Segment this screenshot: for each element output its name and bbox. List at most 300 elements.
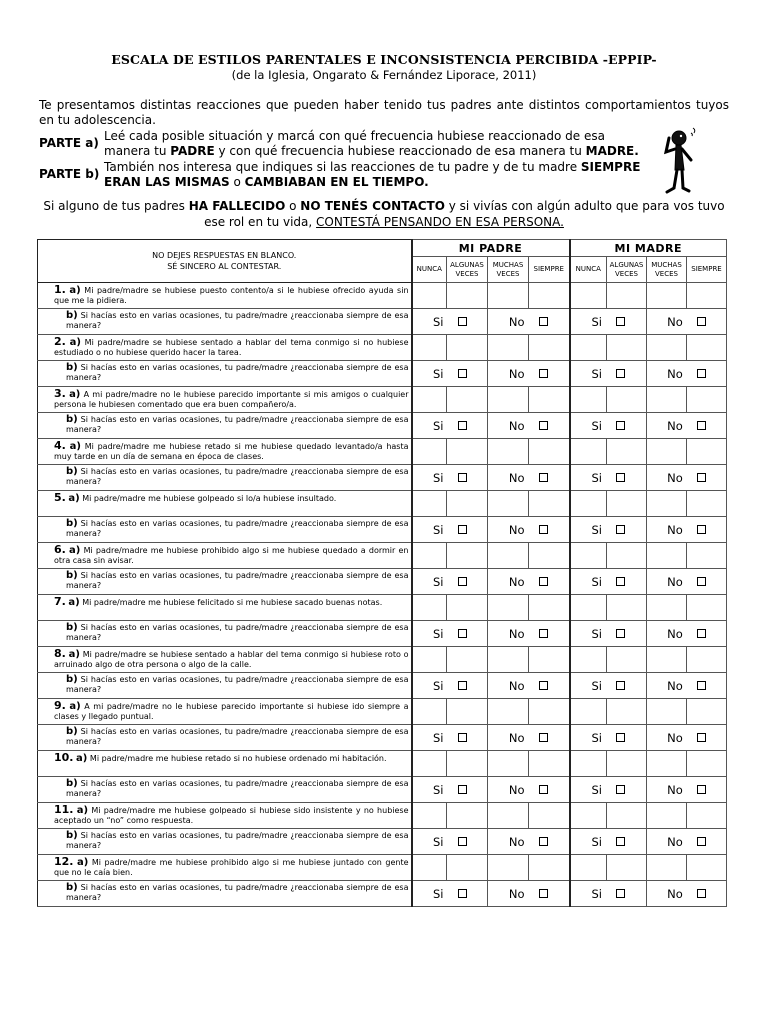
mother-option-algunas: ALGUNAS VECES — [607, 257, 647, 283]
father-answer-algunas-cell[interactable] — [447, 595, 488, 621]
mother-answer-siempre-cell[interactable] — [687, 803, 727, 829]
yes-checkbox[interactable] — [458, 681, 467, 690]
no-checkbox[interactable] — [539, 317, 548, 326]
question-text: Mi padre/madre me hubiese retado si me hubiese quedado levantado/a hasta muy tarde en un día de semana en época de clases. — [54, 442, 409, 461]
yes-checkbox[interactable] — [458, 317, 467, 326]
consistency-question-text: Si hacías esto en varias ocasiones, tu padre/madre ¿reaccionaba siempre de esa manera? — [66, 571, 409, 590]
parte-b-text — [104, 160, 649, 190]
yes-checkbox[interactable] — [616, 837, 625, 846]
mother-answer-muchas-cell[interactable] — [647, 543, 687, 569]
mother-no-option[interactable] — [647, 465, 727, 491]
father-answer-nunca-cell[interactable] — [412, 855, 447, 881]
father-answer-algunas-cell[interactable] — [447, 335, 488, 361]
father-answer-algunas-cell[interactable] — [447, 647, 488, 673]
yes-checkbox[interactable] — [458, 785, 467, 794]
consistency-question-text: Si hacías esto en varias ocasiones, tu padre/madre ¿reaccionaba siempre de esa manera? — [66, 883, 409, 902]
father-answer-muchas-cell[interactable] — [488, 751, 529, 777]
note-text1: Si alguno de tus padres — [43, 199, 189, 213]
father-yes-option[interactable] — [412, 881, 488, 907]
no-label: No — [508, 366, 525, 381]
question-row-a — [38, 283, 727, 309]
mother-answer-muchas-cell[interactable] — [647, 803, 687, 829]
yes-checkbox[interactable] — [616, 681, 625, 690]
yes-checkbox[interactable] — [616, 317, 625, 326]
yes-checkbox[interactable] — [616, 473, 625, 482]
question-text-cell — [38, 491, 412, 517]
mother-answer-siempre-cell[interactable] — [687, 335, 727, 361]
father-answer-algunas-cell[interactable] — [447, 855, 488, 881]
question-number: 1. — [54, 283, 66, 296]
mother-answer-algunas-cell[interactable] — [607, 543, 647, 569]
mother-answer-muchas-cell[interactable] — [647, 283, 687, 309]
yes-checkbox[interactable] — [458, 733, 467, 742]
father-no-option[interactable] — [488, 725, 570, 751]
parte-a-label: PARTE a) — [39, 136, 99, 150]
father-option-algunas: ALGUNAS VECES — [447, 257, 488, 283]
no-checkbox[interactable] — [539, 525, 548, 534]
question-row-a — [38, 803, 727, 829]
no-label: No — [667, 834, 683, 849]
yes-checkbox[interactable] — [616, 629, 625, 638]
father-yes-option[interactable] — [412, 309, 488, 335]
yes-checkbox[interactable] — [616, 369, 625, 378]
yes-label: Si — [433, 886, 444, 901]
mother-answer-siempre-cell[interactable] — [687, 439, 727, 465]
no-label: No — [667, 314, 683, 329]
father-answer-algunas-cell[interactable] — [447, 491, 488, 517]
mother-answer-siempre-cell[interactable] — [687, 699, 727, 725]
father-answer-nunca-cell[interactable] — [412, 699, 447, 725]
father-yes-option[interactable] — [412, 777, 488, 803]
mother-yes-option[interactable] — [570, 621, 647, 647]
no-label: No — [508, 574, 525, 589]
question-row-b — [38, 413, 727, 439]
questions-body — [38, 283, 727, 907]
yes-label: Si — [591, 366, 602, 381]
mother-yes-option[interactable] — [570, 309, 647, 335]
mother-answer-algunas-cell[interactable] — [607, 647, 647, 673]
mother-answer-muchas-cell[interactable] — [647, 439, 687, 465]
consistency-question-text: Si hacías esto en varias ocasiones, tu padre/madre ¿reaccionaba siempre de esa manera? — [66, 467, 409, 486]
mother-answer-siempre-cell[interactable] — [687, 647, 727, 673]
mother-option-siempre: SIEMPRE — [687, 257, 727, 283]
mother-answer-algunas-cell[interactable] — [607, 491, 647, 517]
mother-answer-nunca-cell[interactable] — [570, 751, 607, 777]
mother-answer-muchas-cell[interactable] — [647, 335, 687, 361]
mother-answer-algunas-cell[interactable] — [607, 387, 647, 413]
question-text: Mi padre/madre me hubiese golpeado si lo/a hubiese insultado. — [82, 494, 337, 503]
question-letter-a: a) — [69, 389, 81, 400]
questionnaire-table — [37, 239, 727, 907]
mother-yes-option[interactable] — [570, 777, 647, 803]
mother-yes-option[interactable] — [570, 361, 647, 387]
father-answer-siempre-cell[interactable] — [529, 543, 570, 569]
no-checkbox[interactable] — [697, 785, 706, 794]
mother-no-option[interactable] — [647, 309, 727, 335]
no-checkbox[interactable] — [697, 525, 706, 534]
mother-answer-algunas-cell[interactable] — [607, 803, 647, 829]
no-checkbox[interactable] — [697, 421, 706, 430]
mother-no-option[interactable] — [647, 673, 727, 699]
mother-no-option[interactable] — [647, 621, 727, 647]
father-no-option[interactable] — [488, 465, 570, 491]
question-row-b — [38, 777, 727, 803]
consistency-question-text: Si hacías esto en varias ocasiones, tu padre/madre ¿reaccionaba siempre de esa manera? — [66, 727, 409, 746]
yes-checkbox[interactable] — [616, 421, 625, 430]
father-answer-nunca-cell[interactable] — [412, 595, 447, 621]
father-answer-nunca-cell[interactable] — [412, 387, 447, 413]
father-answer-siempre-cell[interactable] — [529, 283, 570, 309]
question-letter-b: b) — [66, 882, 78, 893]
yes-checkbox[interactable] — [458, 889, 467, 898]
yes-checkbox[interactable] — [458, 577, 467, 586]
father-answer-siempre-cell[interactable] — [529, 491, 570, 517]
question-text-cell — [38, 803, 412, 829]
father-answer-siempre-cell[interactable] — [529, 751, 570, 777]
yes-checkbox[interactable] — [458, 369, 467, 378]
mother-answer-muchas-cell[interactable] — [647, 491, 687, 517]
father-answer-nunca-cell[interactable] — [412, 439, 447, 465]
question-text-cell — [38, 283, 412, 309]
mother-no-option[interactable] — [647, 361, 727, 387]
mother-answer-siempre-cell[interactable] — [687, 595, 727, 621]
father-yes-option[interactable] — [412, 413, 488, 439]
no-checkbox[interactable] — [539, 577, 548, 586]
father-answer-nunca-cell[interactable] — [412, 543, 447, 569]
thinking-figure-icon — [666, 128, 695, 192]
father-answer-muchas-cell[interactable] — [488, 803, 529, 829]
consistency-text-cell — [38, 309, 412, 335]
no-checkbox[interactable] — [697, 837, 706, 846]
no-label: No — [508, 314, 525, 329]
yes-label: Si — [591, 730, 602, 745]
mother-no-option[interactable] — [647, 517, 727, 543]
mother-answer-nunca-cell[interactable] — [570, 439, 607, 465]
father-answer-nunca-cell[interactable] — [412, 751, 447, 777]
father-option-nunca: NUNCA — [412, 257, 447, 283]
yes-checkbox[interactable] — [458, 421, 467, 430]
mother-answer-nunca-cell[interactable] — [570, 543, 607, 569]
no-checkbox[interactable] — [539, 785, 548, 794]
yes-checkbox[interactable] — [458, 629, 467, 638]
note-text2: o — [285, 199, 301, 213]
yes-label: Si — [433, 314, 444, 329]
yes-checkbox[interactable] — [616, 785, 625, 794]
mother-answer-nunca-cell[interactable] — [570, 387, 607, 413]
yes-label: Si — [433, 366, 444, 381]
father-answer-algunas-cell[interactable] — [447, 543, 488, 569]
father-yes-option[interactable] — [412, 829, 488, 855]
mother-answer-muchas-cell[interactable] — [647, 595, 687, 621]
mother-answer-nunca-cell[interactable] — [570, 855, 607, 881]
mother-no-option[interactable] — [647, 881, 727, 907]
mother-yes-option[interactable] — [570, 829, 647, 855]
father-answer-siempre-cell[interactable] — [529, 595, 570, 621]
mother-answer-muchas-cell[interactable] — [647, 855, 687, 881]
consistency-question-text: Si hacías esto en varias ocasiones, tu padre/madre ¿reaccionaba siempre de esa manera? — [66, 831, 409, 850]
question-letter-a: a) — [68, 493, 80, 504]
question-row-b — [38, 725, 727, 751]
question-number: 2. — [54, 335, 66, 348]
question-letter-a: a) — [69, 441, 81, 452]
yes-checkbox[interactable] — [458, 837, 467, 846]
father-no-option[interactable] — [488, 361, 570, 387]
mother-no-option[interactable] — [647, 829, 727, 855]
no-checkbox[interactable] — [697, 681, 706, 690]
mother-answer-muchas-cell[interactable] — [647, 647, 687, 673]
question-row-a — [38, 595, 727, 621]
parte-b-block — [39, 160, 649, 190]
father-no-option[interactable] — [488, 881, 570, 907]
no-checkbox[interactable] — [539, 889, 548, 898]
father-yes-option[interactable] — [412, 517, 488, 543]
mother-yes-option[interactable] — [570, 673, 647, 699]
yes-label: Si — [591, 418, 602, 433]
question-letter-a: a) — [68, 597, 80, 608]
father-yes-option[interactable] — [412, 361, 488, 387]
parte-a-text3: . — [634, 144, 639, 158]
yes-checkbox[interactable] — [616, 733, 625, 742]
question-text: Mi padre/madre se hubiese sentado a hablar del tema conmigo si no hubiese estudiado o no hubiese querido hacer la tarea. — [54, 338, 409, 357]
consistency-text-cell — [38, 361, 412, 387]
mother-answer-siempre-cell[interactable] — [687, 491, 727, 517]
question-number: 3. — [54, 387, 66, 400]
father-yes-option[interactable] — [412, 465, 488, 491]
mother-answer-nunca-cell[interactable] — [570, 595, 607, 621]
mother-answer-algunas-cell[interactable] — [607, 595, 647, 621]
father-answer-muchas-cell[interactable] — [488, 647, 529, 673]
yes-label: Si — [591, 574, 602, 589]
father-answer-nunca-cell[interactable] — [412, 647, 447, 673]
father-no-option[interactable] — [488, 413, 570, 439]
question-letter-b: b) — [66, 414, 78, 425]
mother-no-option[interactable] — [647, 413, 727, 439]
yes-label: Si — [433, 574, 444, 589]
no-checkbox[interactable] — [697, 629, 706, 638]
mother-yes-option[interactable] — [570, 881, 647, 907]
father-yes-option[interactable] — [412, 725, 488, 751]
note-text3: y si vivías con algún adulto que para vos tuvo ese rol en tu vida, — [204, 199, 725, 229]
note-bold2: NO TENÉS CONTACTO — [300, 199, 445, 213]
no-checkbox[interactable] — [697, 889, 706, 898]
father-answer-muchas-cell[interactable] — [488, 699, 529, 725]
mother-answer-muchas-cell[interactable] — [647, 751, 687, 777]
mother-answer-algunas-cell[interactable] — [607, 855, 647, 881]
father-no-option[interactable] — [488, 673, 570, 699]
mother-answer-siempre-cell[interactable] — [687, 387, 727, 413]
question-text: Mi padre/madre me hubiese retado si no hubiese ordenado mi habitación. — [89, 754, 387, 763]
father-answer-siempre-cell[interactable] — [529, 803, 570, 829]
mother-answer-nunca-cell[interactable] — [570, 335, 607, 361]
father-answer-nunca-cell[interactable] — [412, 803, 447, 829]
yes-checkbox[interactable] — [616, 889, 625, 898]
question-letter-b: b) — [66, 622, 78, 633]
father-answer-muchas-cell[interactable] — [488, 595, 529, 621]
father-no-option[interactable] — [488, 621, 570, 647]
no-label: No — [667, 366, 683, 381]
no-checkbox[interactable] — [539, 473, 548, 482]
yes-checkbox[interactable] — [458, 473, 467, 482]
father-no-option[interactable] — [488, 829, 570, 855]
question-row-b — [38, 309, 727, 335]
question-letter-b: b) — [66, 674, 78, 685]
mother-answer-siempre-cell[interactable] — [687, 283, 727, 309]
father-answer-algunas-cell[interactable] — [447, 751, 488, 777]
father-answer-siempre-cell[interactable] — [529, 699, 570, 725]
father-answer-siempre-cell[interactable] — [529, 335, 570, 361]
mother-answer-nunca-cell[interactable] — [570, 699, 607, 725]
yes-checkbox[interactable] — [616, 525, 625, 534]
father-answer-muchas-cell[interactable] — [488, 491, 529, 517]
yes-label: Si — [591, 834, 602, 849]
father-answer-muchas-cell[interactable] — [488, 335, 529, 361]
yes-label: Si — [433, 626, 444, 641]
mother-answer-siempre-cell[interactable] — [687, 543, 727, 569]
mother-answer-siempre-cell[interactable] — [687, 751, 727, 777]
no-checkbox[interactable] — [539, 681, 548, 690]
no-checkbox[interactable] — [697, 577, 706, 586]
mother-yes-option[interactable] — [570, 725, 647, 751]
no-checkbox[interactable] — [539, 733, 548, 742]
question-text: Mi padre/madre me hubiese felicitado si me hubiese sacado buenas notas. — [82, 598, 383, 607]
no-label: No — [667, 886, 683, 901]
question-row-b — [38, 361, 727, 387]
no-label: No — [667, 522, 683, 537]
yes-label: Si — [433, 418, 444, 433]
question-letter-a: a) — [68, 649, 80, 660]
mother-no-option[interactable] — [647, 725, 727, 751]
yes-label: Si — [591, 314, 602, 329]
father-answer-muchas-cell[interactable] — [488, 543, 529, 569]
instruction-line-2: SÉ SINCERO AL CONTESTAR. — [167, 262, 282, 271]
question-number: 8. — [54, 647, 66, 660]
father-answer-algunas-cell[interactable] — [447, 699, 488, 725]
mother-answer-muchas-cell[interactable] — [647, 387, 687, 413]
question-text: Mi padre/madre me hubiese prohibido algo si me hubiese juntado con gente que no le caía bien. — [54, 858, 409, 877]
question-row-a — [38, 543, 727, 569]
no-checkbox[interactable] — [697, 369, 706, 378]
father-yes-option[interactable] — [412, 673, 488, 699]
no-label: No — [667, 730, 683, 745]
father-answer-algunas-cell[interactable] — [447, 283, 488, 309]
question-text-cell — [38, 335, 412, 361]
father-no-option[interactable] — [488, 777, 570, 803]
question-letter-a: a) — [76, 753, 88, 764]
no-checkbox[interactable] — [539, 369, 548, 378]
mother-answer-algunas-cell[interactable] — [607, 335, 647, 361]
question-row-b — [38, 621, 727, 647]
no-label: No — [667, 470, 683, 485]
question-text-cell — [38, 699, 412, 725]
mother-answer-muchas-cell[interactable] — [647, 699, 687, 725]
mother-option-nunca: NUNCA — [570, 257, 607, 283]
father-answer-muchas-cell[interactable] — [488, 387, 529, 413]
father-answer-siempre-cell[interactable] — [529, 439, 570, 465]
yes-checkbox[interactable] — [616, 577, 625, 586]
father-answer-siempre-cell[interactable] — [529, 855, 570, 881]
consistency-text-cell — [38, 413, 412, 439]
question-text: Mi padre/madre me hubiese golpeado si hubiese sido insistente y no hubiese aceptado un “no” como respuesta. — [54, 806, 409, 825]
parte-a-text1: Leé cada posible situación y marcá con qué frecuencia hubiese reaccionado de esa manera tu — [104, 129, 605, 158]
no-checkbox[interactable] — [697, 317, 706, 326]
father-answer-algunas-cell[interactable] — [447, 439, 488, 465]
question-letter-a: a) — [69, 337, 81, 348]
question-letter-a: a) — [77, 857, 89, 868]
father-answer-muchas-cell[interactable] — [488, 439, 529, 465]
mother-no-option[interactable] — [647, 777, 727, 803]
question-number: 11. — [54, 803, 74, 816]
question-letter-b: b) — [66, 362, 78, 373]
mother-no-option[interactable] — [647, 569, 727, 595]
consistency-text-cell — [38, 517, 412, 543]
no-checkbox[interactable] — [539, 837, 548, 846]
mother-answer-algunas-cell[interactable] — [607, 699, 647, 725]
no-checkbox[interactable] — [697, 733, 706, 742]
yes-label: Si — [433, 470, 444, 485]
father-yes-option[interactable] — [412, 569, 488, 595]
mother-yes-option[interactable] — [570, 413, 647, 439]
mother-answer-siempre-cell[interactable] — [687, 855, 727, 881]
mother-answer-nunca-cell[interactable] — [570, 283, 607, 309]
father-answer-nunca-cell[interactable] — [412, 335, 447, 361]
mother-answer-algunas-cell[interactable] — [607, 751, 647, 777]
mother-answer-algunas-cell[interactable] — [607, 439, 647, 465]
no-label: No — [508, 626, 525, 641]
father-no-option[interactable] — [488, 517, 570, 543]
consistency-question-text: Si hacías esto en varias ocasiones, tu padre/madre ¿reaccionaba siempre de esa manera? — [66, 363, 409, 382]
question-text-cell — [38, 387, 412, 413]
father-answer-nunca-cell[interactable] — [412, 491, 447, 517]
father-option-muchas: MUCHAS VECES — [488, 257, 529, 283]
consistency-text-cell — [38, 777, 412, 803]
father-answer-siempre-cell[interactable] — [529, 387, 570, 413]
father-answer-muchas-cell[interactable] — [488, 855, 529, 881]
parte-a-text2: y con qué frecuencia hubiese reaccionado de esa manera tu — [214, 144, 586, 158]
father-no-option[interactable] — [488, 569, 570, 595]
question-text: A mi padre/madre no le hubiese parecido importante si mis amigos o cualquier persona le hubiesen comentado que era buen compañero/a. — [54, 390, 409, 409]
yes-label: Si — [433, 730, 444, 745]
question-text: Mi padre/madre se hubiese sentado a hablar del tema conmigo si hubiese roto o arruinado algo de otra persona o algo de la calle. — [54, 650, 409, 669]
mother-yes-option[interactable] — [570, 465, 647, 491]
mother-answer-algunas-cell[interactable] — [607, 283, 647, 309]
question-letter-b: b) — [66, 310, 78, 321]
page-title: ESCALA DE ESTILOS PARENTALES E INCONSISTENCIA PERCIBIDA -EPPIP- — [111, 52, 657, 67]
consistency-question-text: Si hacías esto en varias ocasiones, tu padre/madre ¿reaccionaba siempre de esa manera? — [66, 675, 409, 694]
no-checkbox[interactable] — [539, 629, 548, 638]
mother-answer-nunca-cell[interactable] — [570, 491, 607, 517]
father-answer-algunas-cell[interactable] — [447, 387, 488, 413]
father-option-siempre: SIEMPRE — [529, 257, 570, 283]
question-text: A mi padre/madre no le hubiese parecido importante si hubiese ido siempre a clases y llegado puntual. — [54, 702, 409, 721]
question-row-a — [38, 335, 727, 361]
yes-checkbox[interactable] — [458, 525, 467, 534]
no-checkbox[interactable] — [697, 473, 706, 482]
mother-answer-nunca-cell[interactable] — [570, 803, 607, 829]
no-label: No — [667, 574, 683, 589]
yes-label: Si — [591, 678, 602, 693]
no-checkbox[interactable] — [539, 421, 548, 430]
father-yes-option[interactable] — [412, 621, 488, 647]
mother-answer-nunca-cell[interactable] — [570, 647, 607, 673]
father-answer-muchas-cell[interactable] — [488, 283, 529, 309]
question-number: 7. — [54, 595, 66, 608]
father-answer-siempre-cell[interactable] — [529, 647, 570, 673]
mother-yes-option[interactable] — [570, 517, 647, 543]
father-answer-algunas-cell[interactable] — [447, 803, 488, 829]
mother-yes-option[interactable] — [570, 569, 647, 595]
father-answer-nunca-cell[interactable] — [412, 283, 447, 309]
father-no-option[interactable] — [488, 309, 570, 335]
